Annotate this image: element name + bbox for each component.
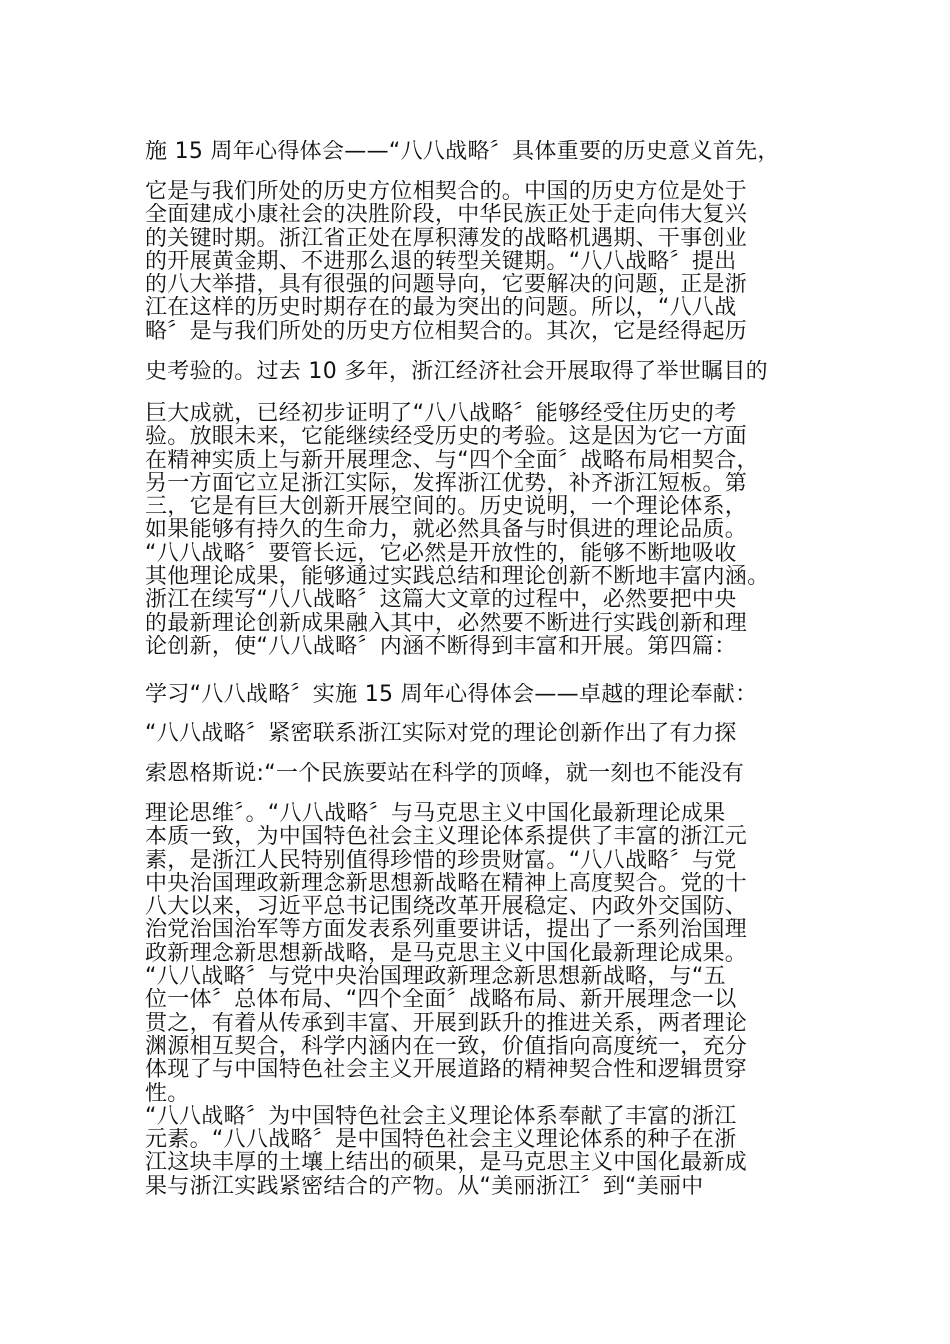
text-line: 略〞是与我们所处的历史方位相契合的。其次，它是经得起历 [145,319,748,344]
text-line: 贯之，有着从传承到丰富、开展到跃升的推进关系，两者理论 [145,1011,748,1035]
paragraph-4 [145,402,835,658]
text-line: 另一方面它立足浙江实际，发挥浙江优势，补齐浙江短板。第 [145,471,748,496]
paragraph-6 [145,722,835,745]
text-line: 学习“八八战略〞实施 15 周年心得体会——卓越的理论奉献： [145,683,758,707]
text-line: “八八战略〞与党中央治国理政新理念新思想新战略，与“五 [145,965,726,989]
text-line: “八八战略〞为中国特色社会主义理论体系奉献了丰富的浙江 [145,1104,737,1129]
paragraph-2 [145,180,835,343]
text-line: 江这块丰厚的土壤上结出的硕果，是马克思主义中国化最新成 [145,1151,748,1175]
text-line: 位一体〞总体布局、“四个全面〞战略布局、新开展理念一以 [145,988,737,1012]
text-line: 果与浙江实践紧密结合的产物。从“美丽浙江〞到“美丽中 [145,1174,704,1199]
text-line: 在精神实质上与新开展理念、与“四个全面〞战略布局相契合， [145,448,759,472]
text-line: 施 15 周年心得体会——“八八战略〞具体重要的历史意义首先， [145,140,780,164]
text-line: 三，它是有巨大创新开展空间的。历史说明，一个理论体系， [145,495,748,519]
text-line: 渊源相互契合，科学内涵内在一致，价值指向高度统一，充分 [145,1034,748,1059]
text-line: 理论思维〞。“八八战略〞与马克思主义中国化最新理论成果 [145,802,726,826]
text-line: 浙江在续写“八八战略〞这篇大文章的过程中，必然要把中央 [145,588,737,612]
text-line: 性。 [145,1081,190,1105]
text-line: 全面建成小康社会的决胜阶段，中华民族正处于走向伟大复兴 [145,203,748,227]
text-line: 素，是浙江人民特别值得珍惜的珍贵财富。“八八战略〞与党 [145,848,737,872]
text-line: 验。放眼未来，它能继续经受历史的考验。这是因为它一方面 [145,425,748,449]
paragraph-7 [145,762,835,785]
text-line: 治党治国治军等方面发表系列重要讲话，提出了一系列治国理 [145,918,748,942]
text-line: “八八战略〞要管长远，它必然是开放性的，能够不断地吸收 [145,541,737,566]
text-line: 元素。“八八战略〞是中国特色社会主义理论体系的种子在浙 [145,1128,737,1152]
paragraph-1 [145,140,835,163]
text-line: 江在这样的历史时期存在的最为突出的问题。所以，“八八战 [145,296,737,320]
text-line: 政新理念新思想新战略，是马克思主义中国化最新理论成果。 [145,941,748,966]
text-line: 的关键时期。浙江省正处在厚积薄发的战略机遇期、干事创业 [145,226,748,250]
text-line: 史考验的。过去 10 多年，浙江经济社会开展取得了举世瞩目的 [145,360,768,384]
text-line: 其他理论成果，能够通过实践总结和理论创新不断地丰富内涵。 [145,565,770,589]
text-line: 八大以来，习近平总书记围绕改革开展稳定、内政外交国防、 [145,895,748,919]
text-line: 的八大举措，具有很强的问题导向，它要解决的问题，正是浙 [145,273,748,297]
text-line: 本质一致，为中国特色社会主义理论体系提供了丰富的浙江元 [145,825,748,849]
text-line: 索恩格斯说:“一个民族要站在科学的顶峰，就一刻也不能没有 [145,762,745,786]
paragraph-3 [145,360,835,383]
text-line: 它是与我们所处的历史方位相契合的。中国的历史方位是处于 [145,180,748,204]
text-line: 巨大成就，已经初步证明了“八八战略〞能够经受住历史的考 [145,402,737,426]
paragraph-8 [145,802,835,1198]
text-line: 如果能够有持久的生命力，就必然具备与时俱进的理论品质。 [145,518,748,542]
text-line: “八八战略〞紧密联系浙江实际对党的理论创新作出了有力探 [145,722,737,746]
text-line: 论创新，使“八八战略〞内涵不断得到丰富和开展。第四篇： [145,634,737,659]
text-line: 的开展黄金期、不进那么退的转型关键期。“八八战略〞提出 [145,249,737,274]
paragraph-5 [145,683,835,706]
text-line: 的最新理论创新成果融入其中，必然要不断进行实践创新和理 [145,611,748,635]
text-line: 中央治国理政新理念新思想新战略在精神上高度契合。党的十 [145,871,748,896]
text-line: 体现了与中国特色社会主义开展道路的精神契合性和逻辑贯穿 [145,1058,748,1082]
